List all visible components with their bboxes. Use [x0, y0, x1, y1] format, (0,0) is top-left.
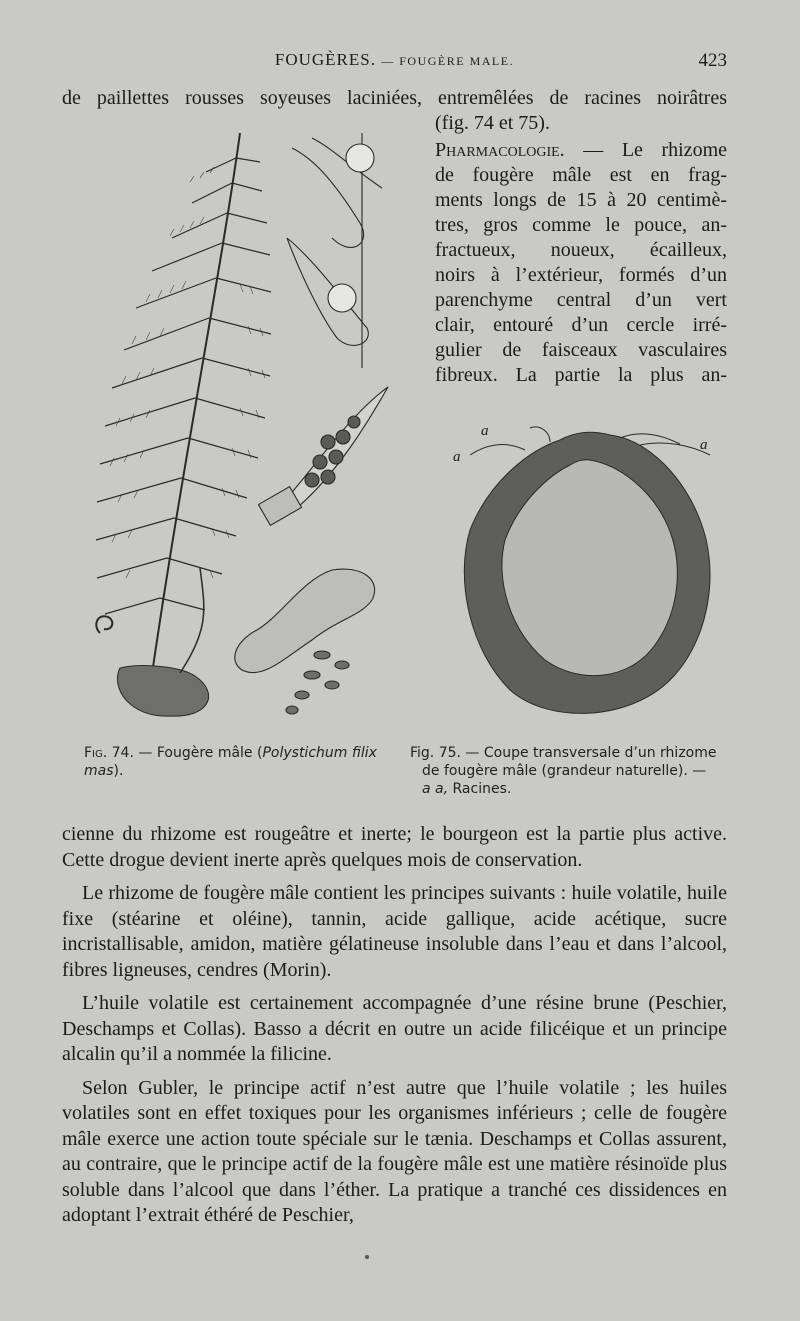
pharma-line-6: parenchyme central d’un vert [435, 289, 727, 311]
pharma-line-0: — Le rhizome [583, 139, 727, 161]
rhizome-cross-section-illustration [450, 420, 725, 730]
paragraph-2: Le rhizome de fougère mâle contient les principes suivants : huile volatile, huile fixe (stéarine et oléine), tannin, acide gallique, acide acétique, sucre incristallisable, amidon, matière gélatineuse insoluble dans l’eau et dans l’alcool, fibres ligneuses, cendres (Morin). [62, 882, 727, 981]
pharma-line-2: ments longs de 15 à 20 centimè- [435, 189, 727, 211]
root-label-a-left: a [453, 449, 461, 465]
pharma-line-8: gulier de faisceaux vasculaires [435, 339, 727, 361]
pharma-line-7: clair, entouré d’un cercle irré- [435, 314, 727, 336]
text-line-2: (fig. 74 et 75). [435, 112, 550, 134]
running-head-title: FOUGÈRES. [274, 50, 376, 69]
fig75-aa: a a, [422, 781, 449, 797]
running-head [62, 50, 727, 70]
pharma-line-3: tres, gros comme le pouce, an- [435, 214, 727, 236]
fig75-line-2: de fougère mâle (grandeur naturelle). — [422, 763, 707, 779]
root-label-a-right: a [700, 437, 708, 453]
page-number: 423 [698, 50, 727, 71]
body-text [62, 822, 727, 1229]
pharma-line-1: de fougère mâle est en frag- [435, 164, 727, 186]
pharma-line-9: fibreux. La partie la plus an- [435, 364, 727, 386]
fig75-line-1: Fig. 75. — Coupe transversale d’un rhizome [410, 745, 717, 761]
pharmacology-label: Pharmacologie. [435, 139, 565, 161]
fig75-line-3: Racines. [448, 781, 512, 797]
rhizome-section-detail-illustration [222, 560, 397, 730]
fig74-close: ). [113, 763, 124, 779]
text-line-1: de paillettes rousses soyeuses laciniées, entremêlées de racines noirâtres [62, 87, 727, 109]
fig74-label: Fig. 74. [84, 745, 134, 761]
sori-detail-illustration [258, 382, 393, 542]
fig74-species: Polystichum filix mas [84, 745, 377, 779]
pharma-line-4: fractueux, noueux, écailleux, [435, 239, 727, 261]
page-header [62, 50, 727, 76]
paragraph-3: L’huile volatile est certainement accompagnée d’une résine brune (Peschier, Deschamps et Collas). Basso a décrit en outre un acide filicéique et un principe alcalin qu’il a nommée la filicine. [62, 992, 727, 1065]
root-label-a-top: a [481, 423, 489, 439]
figure-74-caption [84, 744, 384, 780]
pharma-line-5: noirs à l’extérieur, formés d’un [435, 264, 727, 286]
paragraph-1: cienne du rhizome est rougeâtre et inerte; le bourgeon est la partie plus active. Cette drogue devient inerte après quelques mois de conservation. [62, 823, 727, 871]
fig74-text: — Fougère mâle ( [133, 745, 263, 761]
pharma-first-line [435, 137, 727, 163]
print-speck [365, 1255, 369, 1259]
pinnule-detail-illustration [282, 128, 392, 378]
figure-75-caption [410, 744, 730, 798]
running-head-subtitle: — FOUGÈRE MALE. [381, 54, 515, 68]
paragraph-4: Selon Gubler, le principe actif n’est autre que l’huile volatile ; les huiles volatiles sont en effet toxiques pour les organismes inférieurs ; celle de fougère mâle exerce une action toute spéciale sur le tænia. Deschamps et Collas assurent, au contraire, que le principe actif de la fougère mâle est une matière résinoïde plus soluble dans l’alcool que dans l’éther. La pratique a tranché ces dissidences en adoptant l’extrait éthéré de Peschier, [62, 1076, 727, 1226]
